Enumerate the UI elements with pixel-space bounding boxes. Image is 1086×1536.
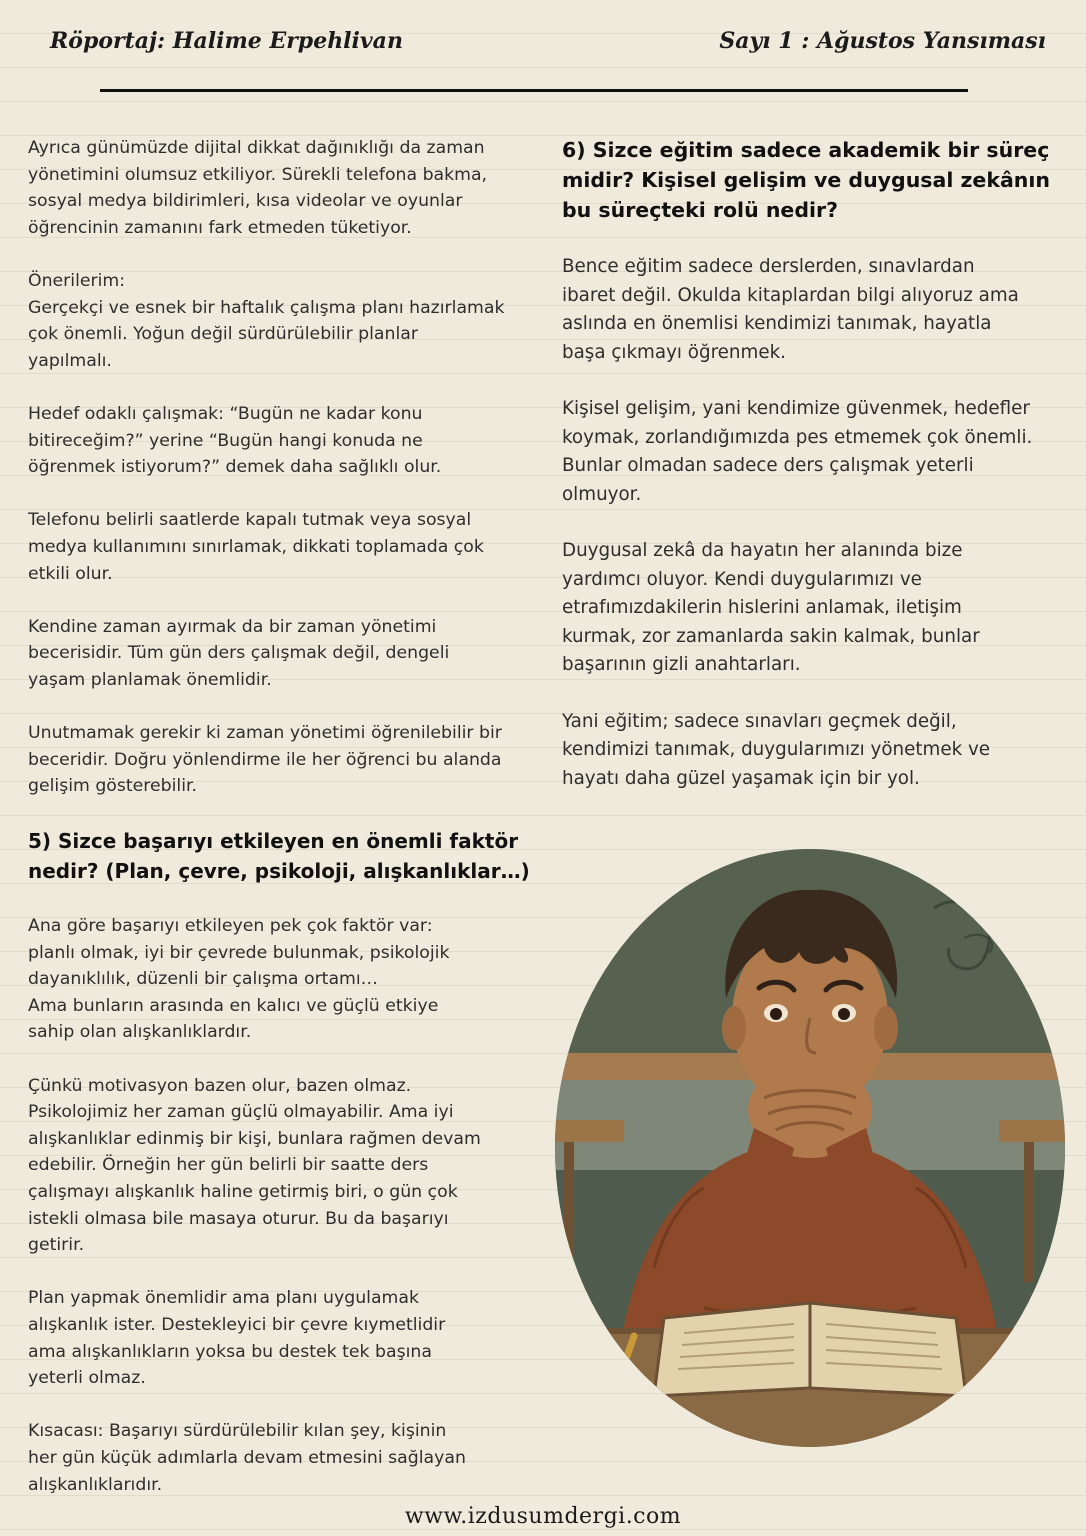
header-divider bbox=[100, 89, 968, 92]
header-issue-title: Sayı 1 : Ağustos Yansıması bbox=[719, 28, 1046, 54]
question-5-heading: 5) Sizce başarıyı etkileyen en önemli faktör nedir? (Plan, çevre, psikoloji, alışkanlıklar…) bbox=[28, 829, 530, 884]
paragraph: Kısacası: Başarıyı sürdürülebilir kılan şey, kişinin her gün küçük adımlarla devam etmesini sağlayan alışkanlıklarıdır. bbox=[28, 1421, 466, 1495]
question-6-heading: 6) Sizce eğitim sadece akademik bir süreç midir? Kişisel gelişim ve duygusal zekânın bu süreçteki rolü nedir? bbox=[562, 138, 1051, 222]
paragraph: Telefonu belirli saatlerde kapalı tutmak veya sosyal medya kullanımını sınırlamak, dikkati toplamada çok etkili olur. bbox=[28, 510, 484, 584]
paragraph: Bence eğitim sadece derslerden, sınavlardan ibaret değil. Okulda kitaplardan bilgi alıyoruz ama aslında en önemlisi kendimizi tanımak, hayatla başa çıkmayı öğrenmek. bbox=[562, 256, 1019, 363]
paragraph: Önerilerim: Gerçekçi ve esnek bir haftalık çalışma planı hazırlamak çok önemli. Yoğun değil sürdürülebilir planlar yapılmalı. bbox=[28, 270, 505, 371]
paragraph: Kendine zaman ayırmak da bir zaman yönetimi becerisidir. Tüm gün ders çalışmak değil, dengeli yaşam planlamak önemlidir. bbox=[28, 616, 450, 690]
paragraph: Hedef odaklı çalışmak: “Bugün ne kadar konu bitireceğim?” yerine “Bugün hangi konuda ne öğrenmek istiyorum?” demek daha sağlıklı olur. bbox=[28, 403, 442, 478]
worried-student-illustration-icon bbox=[554, 848, 1066, 1448]
header-interview-title: Röportaj: Halime Erpehlivan bbox=[50, 28, 403, 54]
paragraph: Yani eğitim; sadece sınavları geçmek değil, kendimizi tanımak, duygularımızı yönetmek ve hayatı daha güzel yaşamak için bir yol. bbox=[562, 710, 991, 789]
paragraph: Kişisel gelişim, yani kendimize güvenmek, hedefler koymak, zorlandığımızda pes etmemek çok önemli. Bunlar olmadan sadece ders çalışmak yeterli olmuyor. bbox=[562, 398, 1033, 505]
paragraph: Ayrıca günümüzde dijital dikkat dağınıklığı da zaman yönetimini olumsuz etkiliyor. Sürekli telefona bakma, sosyal medya bildirimleri, kısa videolar ve oyunlar öğrencinin zamanını fark etmeden tüketiyor. bbox=[28, 138, 488, 238]
paragraph: Unutmamak gerekir ki zaman yönetimi öğrenilebilir bir beceridir. Doğru yönlendirme ile her öğrenci bu alanda gelişim gösterebilir. bbox=[28, 723, 502, 797]
paragraph: Plan yapmak önemlidir ama planı uygulamak alışkanlık ister. Destekleyici bir çevre kıymetlidir ama alışkanlıkların yoksa bu destek tek başına yeterli olmaz. bbox=[28, 1288, 446, 1389]
paragraph: Duygusal zekâ da hayatın her alanında bize yardımcı oluyor. Kendi duygularımızı ve etrafımızdakilerin hislerini anlamak, iletişim kurmak, zor zamanlarda sakin kalmak, bunlar başarının gizli anahtarları. bbox=[562, 540, 980, 676]
right-column bbox=[562, 135, 1062, 793]
paragraph: Ana göre başarıyı etkileyen pek çok faktör var: planlı olmak, iyi bir çevrede bulunmak, psikolojik dayanıklılık, düzenli bir çalışma ortamı… Ama bunların arasında en kalıcı ve güçlü etkiye sahip olan alışkanlıklardır. bbox=[28, 916, 450, 1043]
left-column bbox=[28, 135, 548, 1498]
footer-website-url[interactable]: www.izdusumdergi.com bbox=[404, 1504, 682, 1529]
paragraph: Çünkü motivasyon bazen olur, bazen olmaz. Psikolojimiz her zaman güçlü olmayabilir. Ama iyi alışkanlıklar edinmiş bir kişi, bunlara rağmen devam edebilir. Örneğin her gün belirli bir saatte ders çalışmayı alışkanlık haline getirmiş biri, o gün çok istekli olmasa bile masaya oturur. Bu da başarıyı getirir. bbox=[28, 1075, 481, 1256]
